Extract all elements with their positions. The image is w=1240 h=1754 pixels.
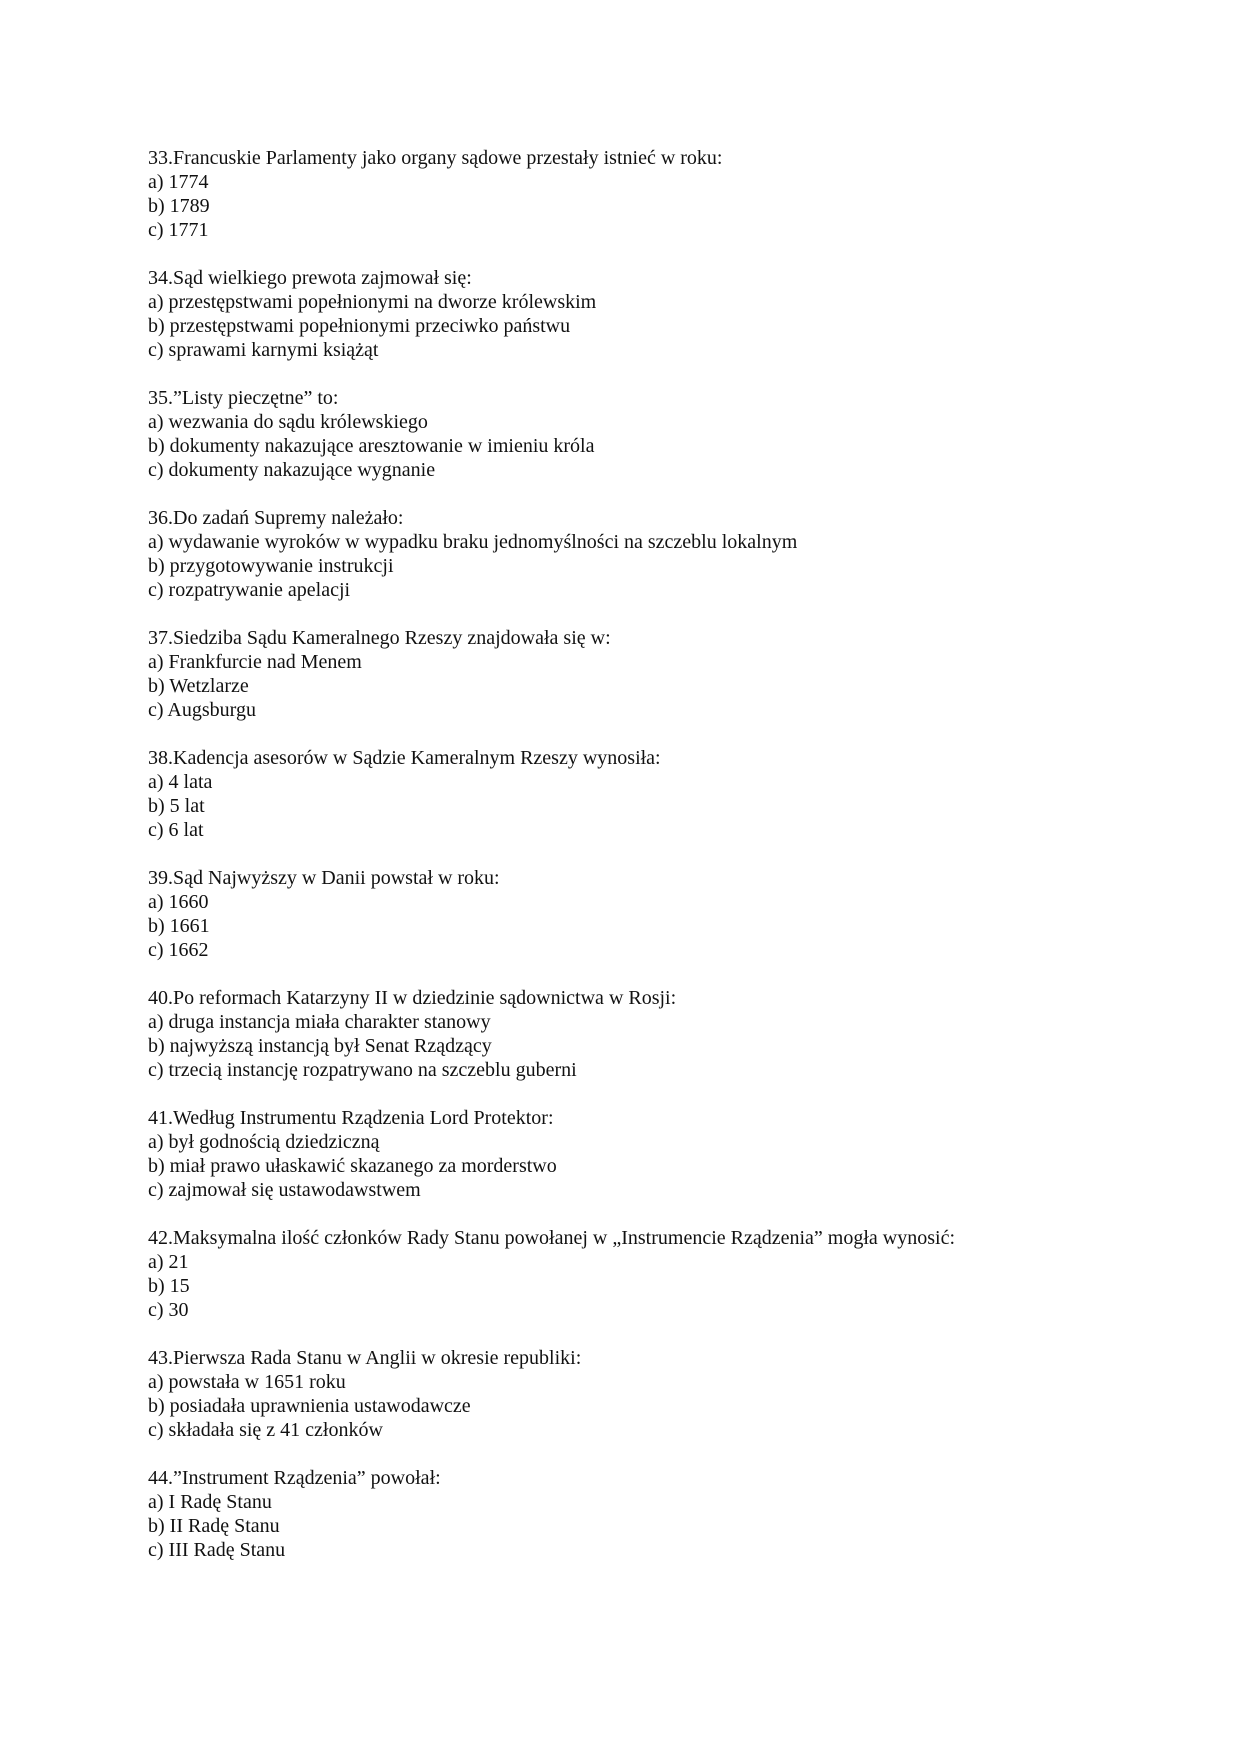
answer-option: a) był godnością dziedziczną (148, 1131, 380, 1153)
answer-option: b) 1661 (148, 915, 210, 937)
answer-option: c) 1771 (148, 219, 209, 241)
question-list (148, 146, 1148, 1586)
answer-option: b) 5 lat (148, 795, 205, 817)
answer-option: b) przygotowywanie instrukcji (148, 555, 394, 577)
answer-option: a) 21 (148, 1251, 189, 1273)
question-39 (148, 866, 1148, 962)
question-text: 39.Sąd Najwyższy w Danii powstał w roku: (148, 867, 500, 889)
answer-option: a) wydawanie wyroków w wypadku braku jednomyślności na szczeblu lokalnym (148, 531, 798, 553)
answer-option: a) druga instancja miała charakter stanowy (148, 1011, 491, 1033)
question-text: 38.Kadencja asesorów w Sądzie Kameralnym Rzeszy wynosiła: (148, 747, 661, 769)
question-text: 41.Według Instrumentu Rządzenia Lord Protektor: (148, 1107, 554, 1129)
question-text: 36.Do zadań Supremy należało: (148, 507, 404, 529)
answer-option: c) 1662 (148, 939, 209, 961)
answer-option: b) przestępstwami popełnionymi przeciwko państwu (148, 315, 571, 337)
question-text: 40.Po reformach Katarzyny II w dziedzinie sądownictwa w Rosji: (148, 987, 677, 1009)
question-33 (148, 146, 1148, 242)
question-37 (148, 626, 1148, 722)
question-text: 42.Maksymalna ilość członków Rady Stanu powołanej w „Instrumencie Rządzenia” mogła wynosić: (148, 1227, 956, 1249)
question-text: 37.Siedziba Sądu Kameralnego Rzeszy znajdowała się w: (148, 627, 611, 649)
answer-option: c) III Radę Stanu (148, 1539, 286, 1561)
answer-option: c) 30 (148, 1299, 189, 1321)
question-text: 43.Pierwsza Rada Stanu w Anglii w okresie republiki: (148, 1347, 582, 1369)
question-40 (148, 986, 1148, 1082)
answer-option: c) 6 lat (148, 819, 204, 841)
answer-option: a) przestępstwami popełnionymi na dworze królewskim (148, 291, 597, 313)
question-42 (148, 1226, 1148, 1322)
answer-option: b) najwyższą instancją był Senat Rządzący (148, 1035, 492, 1057)
answer-option: c) Augsburgu (148, 699, 256, 721)
answer-option: b) 15 (148, 1275, 190, 1297)
question-35 (148, 386, 1148, 482)
question-43 (148, 1346, 1148, 1442)
answer-option: b) posiadała uprawnienia ustawodawcze (148, 1395, 471, 1417)
question-text: 44.”Instrument Rządzenia” powołał: (148, 1467, 441, 1489)
answer-option: a) I Radę Stanu (148, 1491, 272, 1513)
answer-option: c) rozpatrywanie apelacji (148, 579, 351, 601)
question-41 (148, 1106, 1148, 1202)
answer-option: a) 1660 (148, 891, 209, 913)
question-text: 34.Sąd wielkiego prewota zajmował się: (148, 267, 472, 289)
answer-option: c) dokumenty nakazujące wygnanie (148, 459, 436, 481)
answer-option: a) Frankfurcie nad Menem (148, 651, 362, 673)
answer-option: b) II Radę Stanu (148, 1515, 280, 1537)
answer-option: c) trzecią instancję rozpatrywano na szczeblu guberni (148, 1059, 577, 1081)
answer-option: b) dokumenty nakazujące aresztowanie w imieniu króla (148, 435, 595, 457)
answer-option: a) 1774 (148, 171, 209, 193)
question-text: 35.”Listy pieczętne” to: (148, 387, 339, 409)
question-38 (148, 746, 1148, 842)
question-36 (148, 506, 1148, 602)
answer-option: a) 4 lata (148, 771, 213, 793)
answer-option: c) zajmował się ustawodawstwem (148, 1179, 421, 1201)
answer-option: b) Wetzlarze (148, 675, 249, 697)
question-44 (148, 1466, 1148, 1562)
answer-option: c) sprawami karnymi książąt (148, 339, 379, 361)
answer-option: c) składała się z 41 członków (148, 1419, 383, 1441)
question-text: 33.Francuskie Parlamenty jako organy sądowe przestały istnieć w roku: (148, 147, 723, 169)
question-34 (148, 266, 1148, 362)
answer-option: a) wezwania do sądu królewskiego (148, 411, 428, 433)
answer-option: b) miał prawo ułaskawić skazanego za morderstwo (148, 1155, 557, 1177)
answer-option: a) powstała w 1651 roku (148, 1371, 346, 1393)
answer-option: b) 1789 (148, 195, 210, 217)
